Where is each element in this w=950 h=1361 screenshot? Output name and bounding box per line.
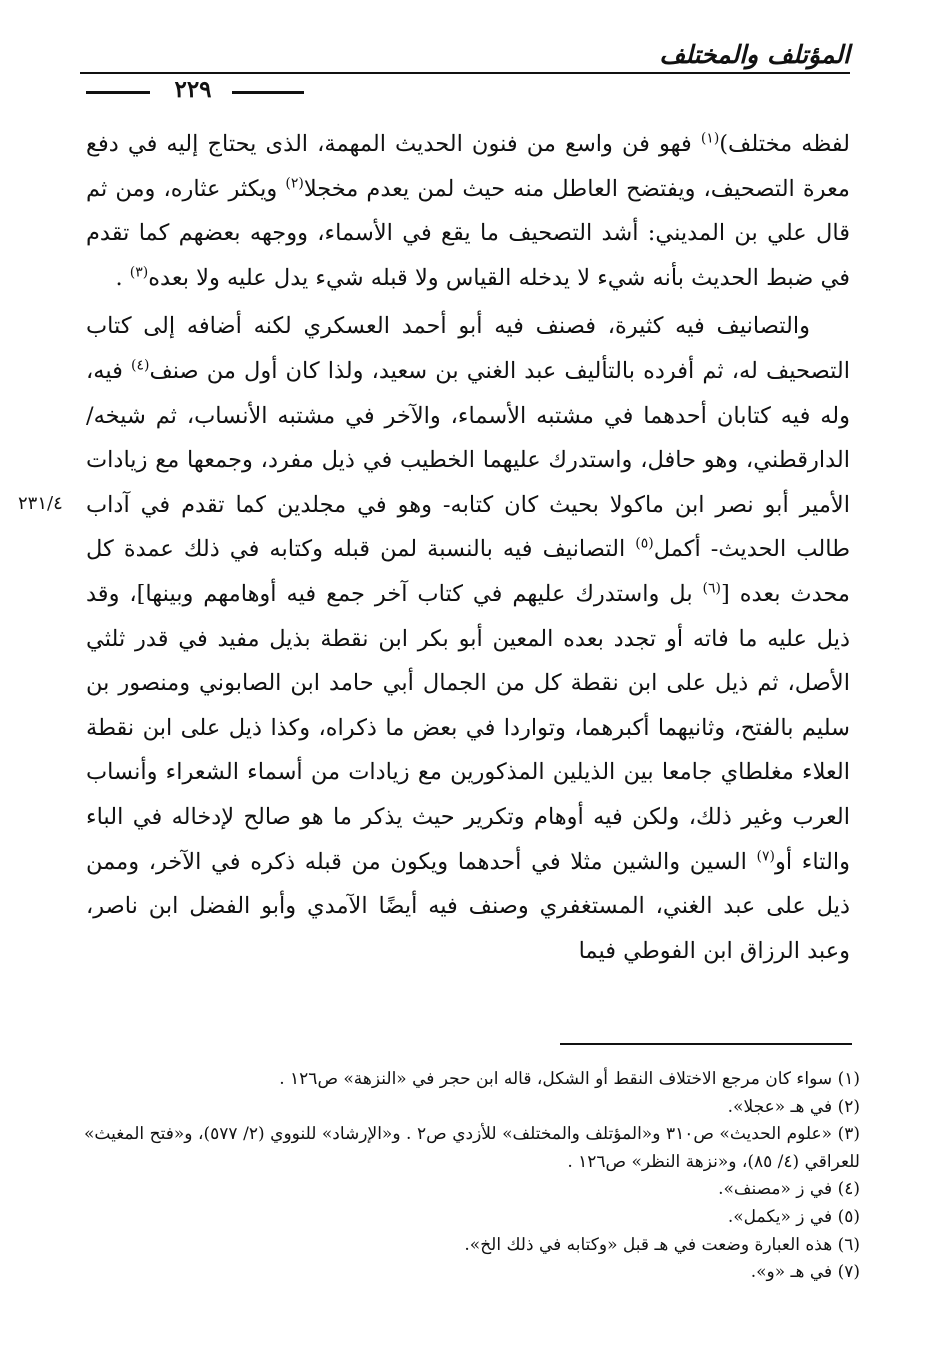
paragraph-1 [86, 122, 850, 300]
footnotes [84, 1066, 860, 1287]
text-run: بل واستدرك عليهم في كتاب آخر جمع فيه أوهامهم وبينها]، وقد ذيل عليه ما فاته أو تجدد بعده المعين أبو بكر ابن نقطة بذيل مفيد في قدر ثلثي الأصل، ثم ذيل على ابن نقطة كل من الجمال أبي حامد ابن الصابوني ومنصور بن سليم بالفتح، وثانيهما أكبرهما، وتواردا في بعض ما ذكراه، وكذا ذيل على ابن نقطة العلاء مغلطاي جامعا بين الذيلين المذكورين مع زيادات من أسماء الشعراء وأنساب العرب وغير ذلك، ولكن فيه أوهام وتكرير حيث يذكر ما هو صالح لإدخاله في الباء والتاء أو [86, 580, 850, 875]
text-run: السين والشين مثلا في أحدهما ويكون من قبله ذكره في الآخر، وممن ذيل على عبد الغني، المستغفري وصنف فيه أيضًا الآمدي وأبو الفضل ابن ناصر، وعبد الرزاق ابن الفوطي فيما [86, 848, 850, 964]
text-run: ويكثر عثاره، ومن ثم قال علي بن المديني: أشد التصحيف ما يقع في الأسماء، ووجهه بعضهم كما تقدم في ضبط الحديث بأنه شيء لا يدخله القياس ولا قبله شيء يدل عليه ولا بعده [86, 175, 850, 291]
main-text [86, 122, 850, 973]
page-number-dash-right [232, 91, 304, 94]
footnote-separator [560, 1043, 852, 1045]
text-run: فهو فن واسع من فنون الحديث المهمة، الذى يحتاج إليه في دفع معرة التصحيف، ويفتضح العاطل منه حيث لمن يعدم مخجلا [86, 131, 850, 202]
footnote-reference: (٥) [635, 535, 654, 552]
footnote: (٤) في ز «مصنف». [718, 1179, 860, 1200]
footnote-reference: (٦) [702, 580, 722, 597]
margin-note: ٢٣١/٤ [18, 493, 63, 514]
header-rule [80, 72, 850, 74]
running-title: المؤتلف والمختلف [659, 40, 850, 69]
text-run: التصانيف فيه بالنسبة لمن قبله وكتابه في ذلك عمدة كل محدث بعده [ [86, 536, 850, 607]
text-run: فيه، وله فيه كتابان أحدهما في مشتبه الأسماء، والآخر في مشتبه الأنساب، ثم شيخه/ الدارقطني، وهو حافل، واستدرك عليهما الخطيب في ذيل مفرد، وجمعها مع زيادات الأمير أبو نصر ابن ماكولا بحيث كان كتابه- وهو في مجلدين كما تقدم في آداب طالب الحديث- أكمل [86, 357, 850, 563]
footnote: (١) سواء كان مرجع الاختلاف النقط أو الشكل، قاله ابن حجر في «النزهة» ص١٢٦ . [279, 1069, 860, 1089]
paragraph-2 [86, 304, 850, 973]
footnote: (٧) في هـ «و». [750, 1262, 860, 1283]
footnote-reference: (٧) [756, 848, 776, 864]
text-run: . [115, 264, 130, 291]
footnote: (٥) في ز «يكمل». [727, 1206, 860, 1227]
footnote-reference: (٣) [129, 264, 149, 281]
footnote: (٦) هذه العبارة وضعت في هـ قبل «وكتابه في ذلك الخ». [464, 1234, 860, 1255]
page-number-block [80, 76, 280, 106]
footnote: (٣) «علوم الحديث» ص٣١٠ و«المؤتلف والمختلف» للأزدي ص٢ . و«الإرشاد» للنووي (٢/ ٥٧٧)، و«فتح المغيث» للعراقي (٤/ ٨٥)، و«نزهة النظر» ص١٢٦ . [84, 1124, 860, 1172]
text-run: والتصانيف فيه كثيرة، فصنف فيه أبو أحمد العسكري لكنه أضافه إلى كتاب التصحيف له، ثم أفرده بالتأليف عبد الغني بن سعيد، ولذا كان أول من صنف [86, 313, 850, 384]
footnote: (٢) في هـ «عجلا». [727, 1096, 860, 1117]
text-run: لفظه مختلف) [719, 131, 851, 157]
footnote-reference: (٢) [285, 175, 304, 192]
footnote-reference: (١) [700, 130, 720, 147]
page-number-dash-left [86, 91, 150, 94]
footnote-reference: (٤) [130, 357, 150, 374]
page-number: ٢٢٩ [174, 76, 212, 103]
